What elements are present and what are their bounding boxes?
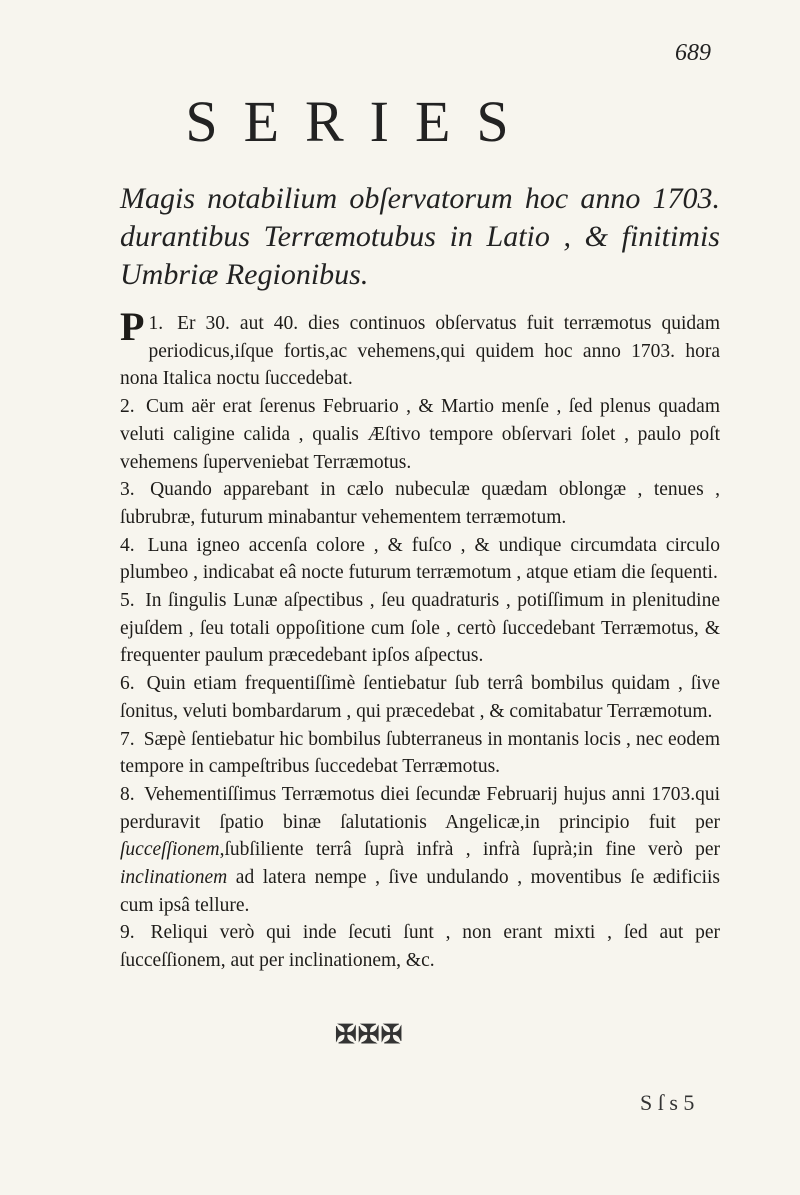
paragraph-number: 5. <box>120 590 135 612</box>
signature-mark: S ſ s 5 <box>640 1090 695 1115</box>
paragraph-text: Cum aër erat ſerenus Februario , & Martio menſe , ſed plenus quadam veluti caligine calida , qualis Æſtivo tempore obſervari ſolet , paulo poſt vehemens ſuperveniebat Terræmotus. <box>120 396 721 473</box>
paragraph-number: 2. <box>120 396 135 418</box>
italic-term: ſucceſſionem <box>120 839 220 861</box>
body-text <box>120 304 721 975</box>
paragraph-number: 3. <box>120 479 135 501</box>
paragraph-1 <box>120 304 721 393</box>
drop-cap: P <box>120 304 145 349</box>
paragraph-text: Quin etiam frequentiſſimè ſentiebatur ſub terrâ bombilus quidam , ſive ſonitus, veluti bombardarum , qui præcedebat , & comitabatur Terræmotum. <box>120 673 721 722</box>
paragraph-number: 7. <box>120 728 135 750</box>
paragraph-4 <box>120 532 720 587</box>
paragraph-9 <box>120 919 720 974</box>
paragraph-3 <box>120 476 720 531</box>
paragraph-text: Reliqui verò qui inde ſecuti ſunt , non erant mixti , ſed aut per ſucceſſionem, aut per inclinationem, &c. <box>120 922 721 972</box>
paragraph-text: Sæpè ſentiebatur hic bombilus ſubterraneus in montanis locis , nec eodem tempore in campeſtribus ſuccedebat Terræmotus. <box>120 728 721 778</box>
paragraph-text: Quando apparebant in cælo nubeculæ quædam oblongæ , tenues , ſubrubræ, futurum minabantur vehementem terræmotum. <box>120 479 721 528</box>
paragraph-text: In ſingulis Lunæ aſpectibus , ſeu quadraturis , potiſſimum in plenitudine ejuſdem , ſeu totali oppoſitione cum ſole , certò ſuccedebant Terræmotus, & frequenter paulum præcedebant ipſos aſpectus. <box>120 590 720 667</box>
paragraph-text: Er 30. aut 40. dies continuos obſervatus fuit terræmotus quidam periodicus,iſque fortis,ac vehemens,qui quidem hoc anno 1703. hora nona Italica noctu ſuccedebat. <box>120 313 721 390</box>
paragraph-number: 1. <box>148 313 164 334</box>
page-number: 689 <box>675 40 711 66</box>
ornament: ✠✠✠ <box>335 1020 404 1049</box>
italic-term: inclinationem <box>120 867 228 889</box>
paragraph-number: 9. <box>120 922 135 944</box>
paragraph-6 <box>120 670 720 725</box>
paragraph-8 <box>120 781 720 920</box>
subtitle: Magis notabilium obſervatorum hoc anno 1703. durantibus Terræmotubus in Latio , & finitimis Umbriæ Regionibus. <box>120 182 720 291</box>
series-title: SERIES <box>185 89 535 154</box>
paragraph-7 <box>120 726 720 781</box>
paragraph-text: Luna igneo accenſa colore , & fuſco , & undique circumdata circulo plumbeo , indicabat eâ nocte futurum terræmotum , atque etiam die ſequenti. <box>120 534 721 584</box>
paragraph-number: 8. <box>120 783 135 805</box>
paragraph-number: 6. <box>120 673 135 695</box>
paragraph-2 <box>120 393 720 476</box>
paragraph-text: ,ſubſiliente terrâ ſuprà infrà , infrà ſuprà;in fine verò per <box>219 839 720 861</box>
paragraph-text: Vehementiſſimus Terræmotus diei ſecundæ Februarij hujus anni 1703.qui perduravit ſpatio binæ ſalutationis Angelicæ,in principio fuit per <box>120 783 720 833</box>
paragraph-number: 4. <box>120 534 135 556</box>
paragraph-5 <box>120 587 720 670</box>
paragraph-text: ad latera nempe , ſive undulando , moventibus ſe ædificiis cum ipsâ tellure. <box>120 867 720 916</box>
